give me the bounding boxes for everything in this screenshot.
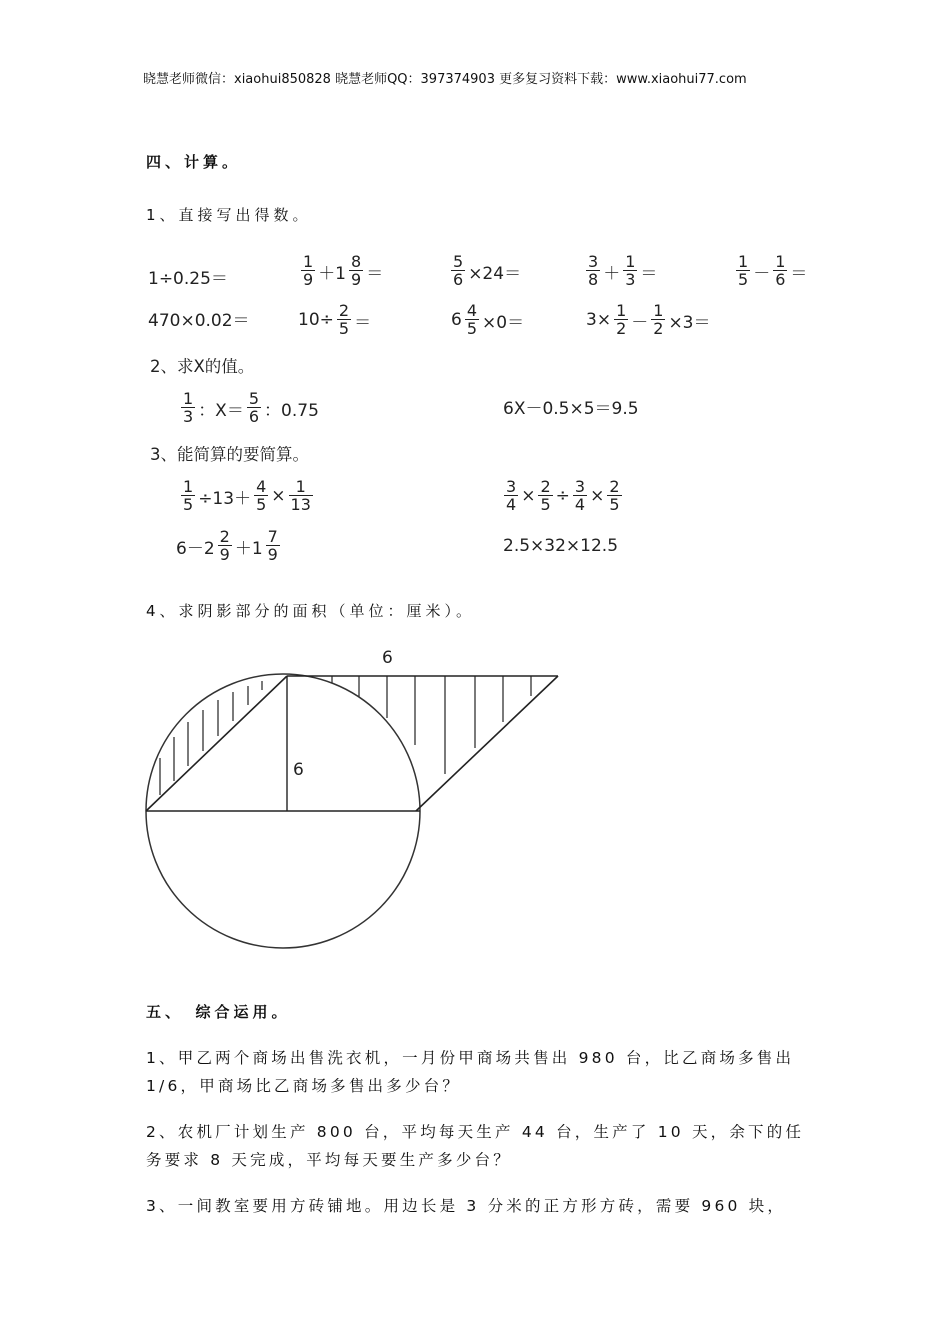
operator: ×24＝ — [468, 263, 522, 284]
problem-1: 1、甲乙两个商场出售洗衣机，一月份甲商场共售出 980 台，比乙商场多售出 1/6，甲商场比乙商场多售出多少台？ — [146, 1049, 795, 1095]
operator: ×0＝ — [482, 312, 525, 333]
right-slant — [416, 676, 558, 811]
fraction: 5 6 — [248, 389, 260, 426]
q3-title: 3、能简算的要简算。 — [150, 445, 309, 464]
expr-text: 2.5×32×12.5 — [503, 536, 619, 556]
fraction: $\frac{3}{4}$ — [574, 477, 586, 514]
expr-text: 6－2 — [176, 538, 215, 559]
fraction: $\frac{1}{13}$ — [290, 477, 311, 514]
operator: ＋ — [603, 263, 621, 284]
expr-text: ：0.75 — [264, 400, 319, 421]
operator: ＋1 — [318, 263, 347, 284]
operator: ÷ — [555, 486, 570, 506]
fraction: 7 9 — [267, 527, 278, 564]
expr-text: 1÷0.25＝ — [148, 268, 228, 289]
operator: － — [631, 312, 649, 333]
expr-text: 10÷ — [298, 310, 334, 330]
q2-title: 2、求X的值。 — [150, 357, 255, 376]
problem-3: 3、一间教室要用方砖铺地。用边长是 3 分米的正方形方砖，需要 960 块， — [146, 1197, 787, 1215]
left-chord — [146, 676, 287, 811]
fraction: 1 3 — [625, 252, 636, 289]
operator: ＝ — [790, 263, 808, 284]
section-4-title: 四、计算。 — [146, 153, 242, 171]
fraction: 3 8 — [588, 252, 599, 289]
fraction: 1 3 — [183, 389, 194, 426]
fraction: $\frac{1}{2}$ — [616, 301, 627, 338]
operator: ×3＝ — [668, 312, 711, 333]
fraction: 1 6 — [775, 252, 786, 289]
fraction: 2 9 — [219, 527, 230, 564]
problem-2: 2、农机厂计划生产 800 台，平均每天生产 44 台，生产了 10 天，余下的任务要求 8 天完成，平均每天要生产多少台？ — [146, 1123, 805, 1169]
fraction: $\frac{4}{5}$ — [466, 301, 478, 338]
fraction: 1 5 — [738, 252, 749, 289]
operator: ＋1 — [234, 538, 263, 559]
expr-text: 3× — [586, 310, 612, 330]
section-5-title: 五、 综合运用。 — [146, 1003, 291, 1021]
fraction: $\frac{1}{2}$ — [653, 301, 664, 338]
fraction: $\frac{1}{5}$ — [183, 477, 194, 514]
q1-title: 1、直接写出得数。 — [146, 206, 312, 224]
label-top-length: 6 — [382, 648, 393, 668]
expr-text: ：X＝ — [198, 400, 244, 421]
operator: － — [753, 263, 771, 284]
hatch-left — [160, 681, 262, 795]
fraction: $\frac{4}{5}$ — [256, 477, 267, 514]
hatch-right — [332, 676, 531, 774]
q4-title: 4、求阴影部分的面积（单位：厘米）。 — [146, 602, 476, 620]
operator: ＝ — [640, 263, 658, 284]
label-height: 6 — [293, 760, 304, 780]
fraction: $\frac{2}{5}$ — [609, 477, 620, 514]
fraction: 1 9 — [303, 252, 314, 289]
operator: × — [590, 486, 605, 506]
fraction: $\frac{5}{6}$ — [453, 252, 464, 289]
operator: ＝ — [354, 312, 372, 333]
expr-text: 470×0.02＝ — [148, 310, 250, 331]
fraction: $\frac{2}{5}$ — [338, 301, 350, 338]
operator: ÷13＋ — [198, 488, 252, 509]
page-header: 晓慧老师微信：xiaohui850828 晓慧老师QQ：397374903 更多复习资料下载：www.xiaohui77.com — [143, 72, 747, 87]
fraction: $\frac{2}{5}$ — [540, 477, 551, 514]
operator: ＝ — [366, 263, 384, 284]
fraction: $\frac{3}{4}$ — [506, 477, 517, 514]
expr-text: 6X－0.5×5＝9.5 — [503, 398, 639, 419]
operator: × — [271, 486, 286, 506]
expr-text: 6 — [451, 310, 462, 330]
operator: × — [521, 486, 536, 506]
fraction: 8 9 — [351, 252, 362, 289]
